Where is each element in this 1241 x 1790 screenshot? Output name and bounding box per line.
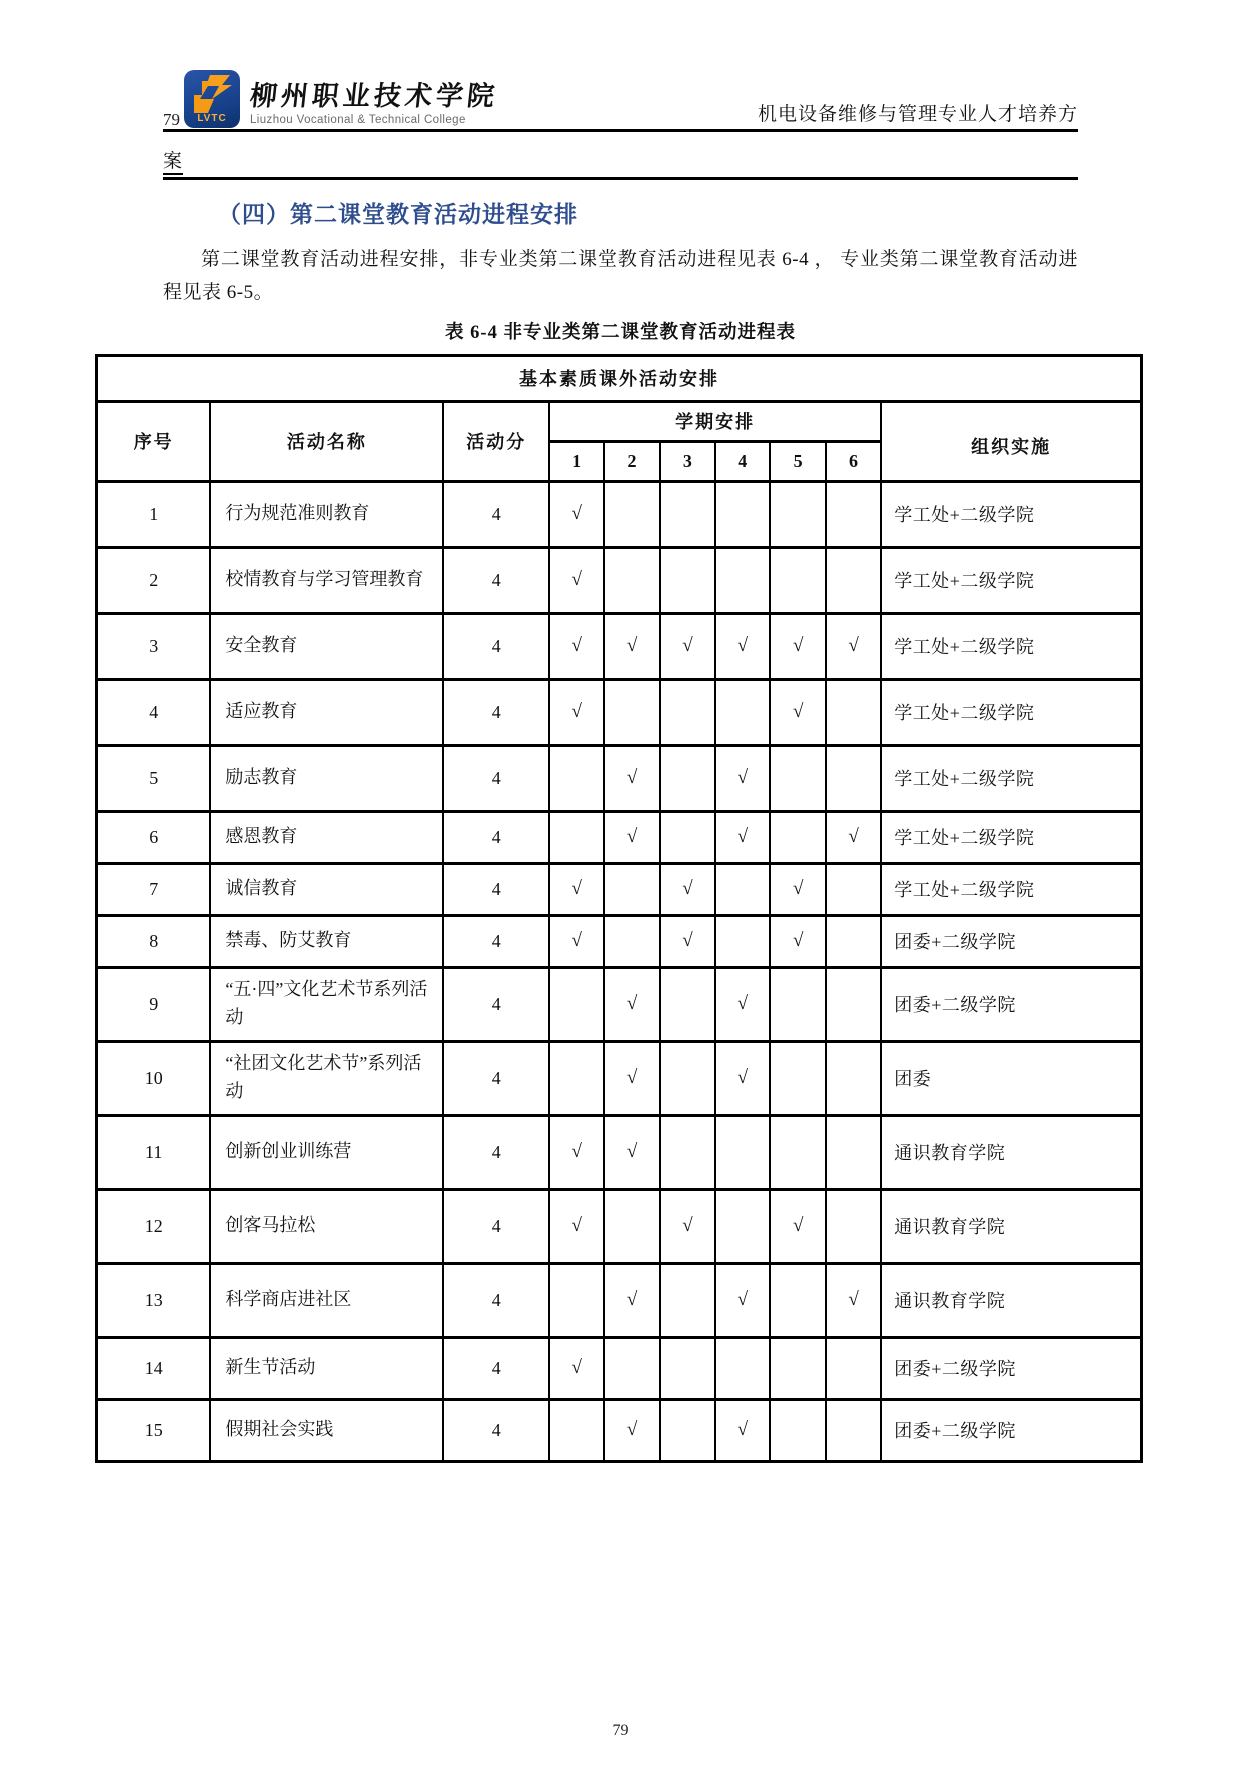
semester-check-3: [660, 1399, 715, 1461]
semester-check-5: √: [770, 915, 825, 967]
row-organizer: 团委+二级学院: [881, 1399, 1141, 1461]
row-organizer: 团委: [881, 1041, 1141, 1115]
page-header: [163, 70, 1078, 180]
semester-col-6: 6: [826, 441, 881, 481]
semester-check-4: [715, 679, 770, 745]
semester-check-1: [549, 745, 604, 811]
semester-check-1: [549, 1399, 604, 1461]
row-organizer: 通识教育学院: [881, 1263, 1141, 1337]
col-header-semester-group: 学期安排: [549, 401, 881, 441]
header-rule-row: [163, 70, 1078, 132]
row-seq: 13: [97, 1263, 211, 1337]
row-activity-name: “五·四”文化艺术节系列活动: [210, 967, 443, 1041]
row-seq: 5: [97, 745, 211, 811]
doc-title-wrap-line: [163, 132, 1078, 180]
row-seq: 11: [97, 1115, 211, 1189]
table-row: [97, 547, 1142, 613]
row-activity-name: 创客马拉松: [210, 1189, 443, 1263]
semester-check-5: √: [770, 613, 825, 679]
table-header-row: [97, 401, 1142, 441]
row-organizer: 学工处+二级学院: [881, 811, 1141, 863]
semester-check-5: [770, 547, 825, 613]
semester-check-4: [715, 1337, 770, 1399]
table-row: [97, 613, 1142, 679]
row-score: 4: [443, 679, 549, 745]
lightning-logo-icon: [192, 75, 232, 118]
row-activity-name: 创新创业训练营: [210, 1115, 443, 1189]
semester-check-3: √: [660, 613, 715, 679]
semester-check-2: √: [604, 613, 659, 679]
row-score: 4: [443, 1041, 549, 1115]
table-caption: 表 6-4 非专业类第二课堂教育活动进程表: [445, 322, 796, 343]
row-seq: 1: [97, 481, 211, 547]
semester-check-3: [660, 481, 715, 547]
row-organizer: 团委+二级学院: [881, 967, 1141, 1041]
semester-check-1: √: [549, 679, 604, 745]
row-activity-name: 感恩教育: [210, 811, 443, 863]
semester-check-1: [549, 811, 604, 863]
semester-check-5: [770, 811, 825, 863]
row-organizer: 通识教育学院: [881, 1189, 1141, 1263]
semester-check-3: [660, 967, 715, 1041]
semester-check-2: √: [604, 1399, 659, 1461]
row-organizer: 通识教育学院: [881, 1115, 1141, 1189]
semester-check-2: [604, 915, 659, 967]
row-score: 4: [443, 863, 549, 915]
college-name-en: Liuzhou Vocational & Technical College: [250, 114, 466, 126]
row-seq: 12: [97, 1189, 211, 1263]
semester-check-5: √: [770, 679, 825, 745]
semester-check-2: [604, 863, 659, 915]
table-group-header: 基本素质课外活动安排: [97, 355, 1142, 401]
semester-check-3: [660, 1337, 715, 1399]
semester-check-4: √: [715, 1399, 770, 1461]
table-row: [97, 1115, 1142, 1189]
footer-page-number: 79: [612, 1722, 629, 1739]
row-seq: 7: [97, 863, 211, 915]
semester-check-2: √: [604, 1115, 659, 1189]
table-row: [97, 1399, 1142, 1461]
table-row: [97, 811, 1142, 863]
semester-check-3: √: [660, 915, 715, 967]
semester-check-5: [770, 745, 825, 811]
table-row: [97, 1189, 1142, 1263]
college-logo: [184, 70, 240, 128]
semester-check-2: [604, 481, 659, 547]
doc-title-line1: 机电设备维修与管理专业人才培养方: [757, 104, 1078, 126]
row-organizer: 学工处+二级学院: [881, 613, 1141, 679]
section-heading: （四）第二课堂教育活动进程安排: [218, 201, 578, 227]
col-header-organizer: 组织实施: [881, 401, 1141, 481]
row-activity-name: “社团文化艺术节”系列活动: [210, 1041, 443, 1115]
row-activity-name: 校情教育与学习管理教育: [210, 547, 443, 613]
row-seq: 8: [97, 915, 211, 967]
row-seq: 6: [97, 811, 211, 863]
semester-check-4: √: [715, 1041, 770, 1115]
row-score: 4: [443, 547, 549, 613]
row-activity-name: 适应教育: [210, 679, 443, 745]
semester-check-3: [660, 679, 715, 745]
col-header-activity-name: 活动名称: [210, 401, 443, 481]
row-activity-name: 假期社会实践: [210, 1399, 443, 1461]
semester-check-4: √: [715, 1263, 770, 1337]
semester-check-3: √: [660, 1189, 715, 1263]
row-activity-name: 励志教育: [210, 745, 443, 811]
table-row: [97, 915, 1142, 967]
semester-check-4: √: [715, 613, 770, 679]
row-score: 4: [443, 1337, 549, 1399]
semester-check-6: √: [826, 811, 881, 863]
semester-check-4: √: [715, 745, 770, 811]
semester-check-6: [826, 679, 881, 745]
semester-check-4: [715, 1189, 770, 1263]
semester-check-5: [770, 481, 825, 547]
semester-check-6: [826, 481, 881, 547]
semester-check-4: [715, 481, 770, 547]
semester-check-2: √: [604, 1041, 659, 1115]
semester-check-2: √: [604, 1263, 659, 1337]
row-organizer: 学工处+二级学院: [881, 863, 1141, 915]
semester-check-6: √: [826, 613, 881, 679]
college-name-block: [250, 82, 498, 128]
semester-check-1: √: [549, 481, 604, 547]
row-organizer: 学工处+二级学院: [881, 547, 1141, 613]
row-activity-name: 诚信教育: [210, 863, 443, 915]
semester-check-3: [660, 811, 715, 863]
semester-check-3: √: [660, 863, 715, 915]
semester-check-5: √: [770, 863, 825, 915]
row-score: 4: [443, 811, 549, 863]
semester-check-6: [826, 547, 881, 613]
row-organizer: 学工处+二级学院: [881, 745, 1141, 811]
semester-check-5: [770, 1263, 825, 1337]
row-organizer: 团委+二级学院: [881, 915, 1141, 967]
semester-check-2: √: [604, 967, 659, 1041]
semester-check-2: [604, 1189, 659, 1263]
semester-check-6: [826, 1115, 881, 1189]
margin-page-number: 79: [163, 110, 180, 129]
row-seq: 2: [97, 547, 211, 613]
row-activity-name: 新生节活动: [210, 1337, 443, 1399]
row-organizer: 学工处+二级学院: [881, 679, 1141, 745]
row-score: 4: [443, 1399, 549, 1461]
semester-check-1: √: [549, 915, 604, 967]
row-score: 4: [443, 915, 549, 967]
semester-check-1: √: [549, 547, 604, 613]
semester-check-1: [549, 1263, 604, 1337]
semester-check-3: [660, 1263, 715, 1337]
table-row: [97, 1263, 1142, 1337]
content-area: [163, 196, 1078, 344]
semester-check-6: [826, 1041, 881, 1115]
semester-check-2: [604, 547, 659, 613]
doc-title-line2: 案: [163, 151, 183, 175]
semester-check-3: [660, 745, 715, 811]
row-score: 4: [443, 1189, 549, 1263]
semester-check-2: √: [604, 811, 659, 863]
semester-check-3: [660, 1115, 715, 1189]
semester-check-6: √: [826, 1263, 881, 1337]
semester-check-4: [715, 1115, 770, 1189]
semester-check-1: √: [549, 1189, 604, 1263]
semester-check-6: [826, 915, 881, 967]
semester-check-2: [604, 1337, 659, 1399]
row-score: 4: [443, 613, 549, 679]
row-seq: 14: [97, 1337, 211, 1399]
table-row: [97, 679, 1142, 745]
table-group-header-row: [97, 355, 1142, 401]
row-activity-name: 科学商店进社区: [210, 1263, 443, 1337]
row-seq: 10: [97, 1041, 211, 1115]
semester-check-5: [770, 1337, 825, 1399]
col-header-seq: 序号: [97, 401, 211, 481]
semester-check-5: [770, 967, 825, 1041]
row-activity-name: 行为规范准则教育: [210, 481, 443, 547]
row-seq: 3: [97, 613, 211, 679]
semester-check-6: [826, 967, 881, 1041]
semester-check-2: [604, 679, 659, 745]
semester-col-1: 1: [549, 441, 604, 481]
college-name-cn: 柳州职业技术学院: [248, 81, 500, 112]
semester-check-1: [549, 1041, 604, 1115]
table-row: [97, 1337, 1142, 1399]
activity-table-wrap: [95, 354, 1143, 1463]
semester-check-4: [715, 915, 770, 967]
table-body: [97, 481, 1142, 1461]
semester-check-4: [715, 547, 770, 613]
row-seq: 9: [97, 967, 211, 1041]
row-score: 4: [443, 1115, 549, 1189]
logo-abbr-text: LVTC: [197, 113, 227, 124]
semester-check-1: √: [549, 863, 604, 915]
semester-check-1: √: [549, 1337, 604, 1399]
row-organizer: 团委+二级学院: [881, 1337, 1141, 1399]
table-row: [97, 481, 1142, 547]
semester-check-5: [770, 1399, 825, 1461]
table-row: [97, 1041, 1142, 1115]
row-score: 4: [443, 967, 549, 1041]
semester-check-1: √: [549, 1115, 604, 1189]
semester-check-6: [826, 1189, 881, 1263]
activity-schedule-table: [95, 354, 1143, 1463]
row-score: 4: [443, 745, 549, 811]
semester-check-6: [826, 745, 881, 811]
table-row: [97, 745, 1142, 811]
semester-check-1: [549, 967, 604, 1041]
row-score: 4: [443, 1263, 549, 1337]
semester-check-4: √: [715, 967, 770, 1041]
row-organizer: 学工处+二级学院: [881, 481, 1141, 547]
semester-check-4: [715, 863, 770, 915]
table-row: [97, 863, 1142, 915]
semester-col-2: 2: [604, 441, 659, 481]
semester-check-5: [770, 1115, 825, 1189]
table-row: [97, 967, 1142, 1041]
semester-col-5: 5: [770, 441, 825, 481]
semester-check-5: [770, 1041, 825, 1115]
semester-check-6: [826, 1337, 881, 1399]
semester-check-6: [826, 1399, 881, 1461]
semester-check-6: [826, 863, 881, 915]
semester-col-4: 4: [715, 441, 770, 481]
intro-paragraph: 第二课堂教育活动进程安排，非专业类第二课堂教育活动进程见表 6-4 ， 专业类第二课堂教育活动进程见表 6-5。: [163, 249, 1078, 304]
semester-check-1: √: [549, 613, 604, 679]
semester-check-4: √: [715, 811, 770, 863]
semester-col-3: 3: [660, 441, 715, 481]
semester-check-2: √: [604, 745, 659, 811]
row-activity-name: 禁毒、防艾教育: [210, 915, 443, 967]
col-header-score: 活动分: [443, 401, 549, 481]
row-activity-name: 安全教育: [210, 613, 443, 679]
semester-check-3: [660, 1041, 715, 1115]
row-seq: 15: [97, 1399, 211, 1461]
row-seq: 4: [97, 679, 211, 745]
semester-check-3: [660, 547, 715, 613]
semester-check-5: √: [770, 1189, 825, 1263]
row-score: 4: [443, 481, 549, 547]
